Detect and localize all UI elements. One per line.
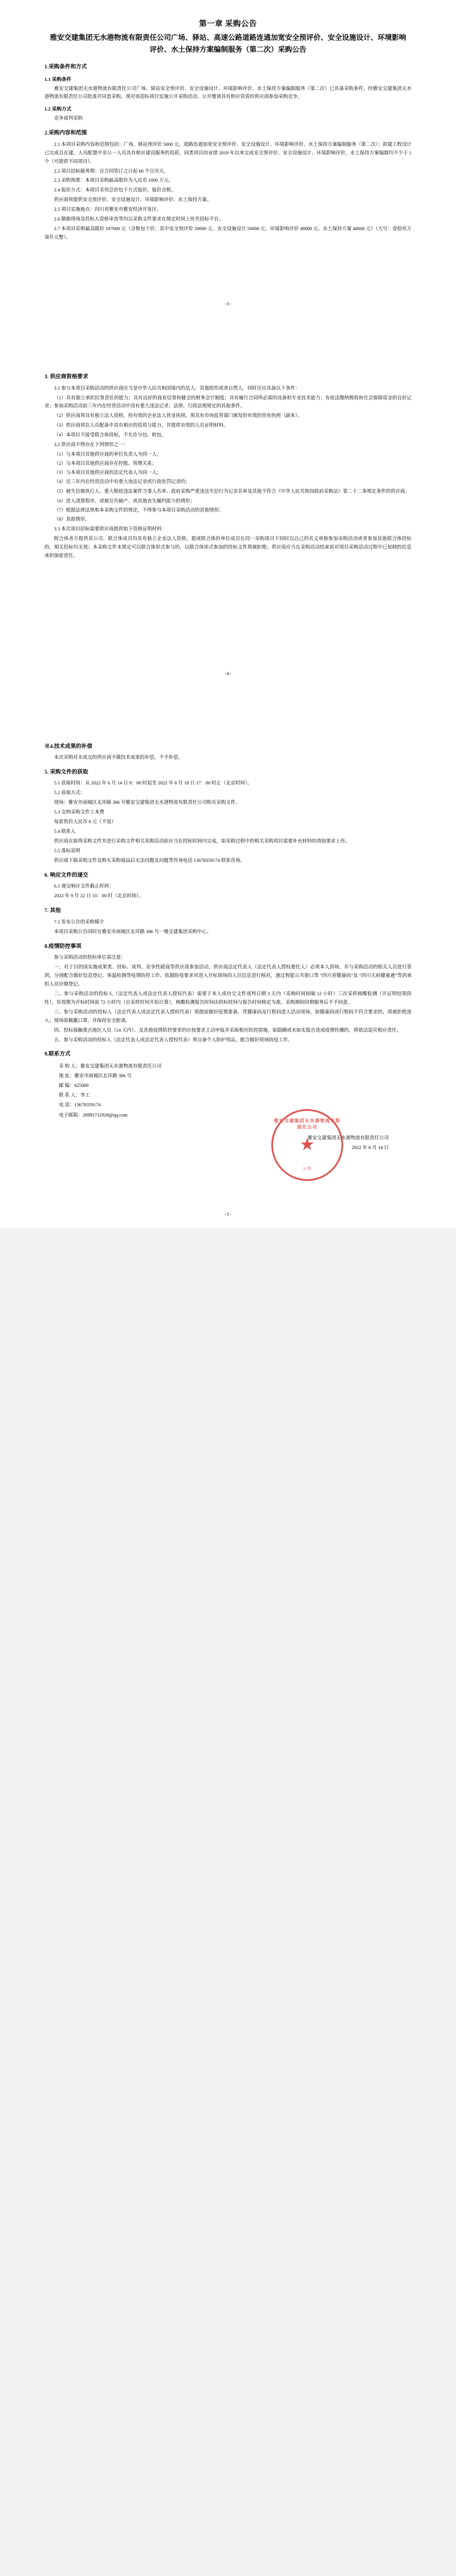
subsection-1-2-text: 竞争谈判采购	[54, 116, 83, 121]
page-number-1: -3-	[224, 301, 232, 307]
contact-email-value: 20991712928@qq.com	[83, 1112, 128, 1118]
para-8-1-5: 五、参与采购活动的投标人（法定代表人或法定代表人授权代表）须自备个人防护用品，配合做好现场防疫工作。	[54, 1037, 293, 1042]
seal-star-icon: ★	[299, 1135, 315, 1155]
contact-email	[59, 1111, 412, 1119]
para-5-2-1: 现场：雅安市雨城区北环路 306 号雅安交建集团无水港物流有限责任公司购买采购文件。	[54, 800, 241, 805]
section-heading-3: 3. 供应商资格要求	[44, 374, 88, 381]
para-3-2: 3.2 供应商不得存在下列情形之一：	[54, 442, 128, 448]
section-heading-7: 7. 其他	[44, 907, 61, 914]
para-2-7: 2.7 本项目采购最高限价 197000 元（含税包干价，其中安全预评价 50000 元、安全设施设计 50000 元、环境影响评价 49000 元、水土保持方案 48000 元）（大写：壹拾玖万柒仟元整）。	[44, 226, 412, 240]
signature-block	[44, 1134, 412, 1155]
para-3-2-7: （7）根据法律法规和本采购文件的规定，不得参与本项目采购活动的其他情形；	[54, 507, 224, 513]
section-heading-8: 8.疫情防控事项	[44, 943, 82, 950]
para-2-4: 2.4 报价方式：本项目采用总价包干方式报价，报价含税。	[54, 187, 176, 193]
contact-address	[59, 1072, 412, 1080]
para-2-note: 供应商须提供安全预评价、安全设施设计、环境影响评价、水土保持方案。	[54, 197, 212, 203]
contact-buyer	[59, 1062, 412, 1070]
para-5-2: 5.2 获取方式：	[54, 790, 85, 796]
contact-zip-label: 邮 编：	[59, 1083, 75, 1089]
contact-buyer-value: 雅安交建集团无水港物流有限责任公司	[80, 1063, 162, 1069]
signature-company: 雅安交建集团无水港物流有限责任公司	[307, 1135, 389, 1140]
para-5-tail: 供应商在取得采购文件并进行采购文件相关采购活动前应当在投标时间内完成，如采购过程中的相关采购项目需要补充材料的请按要求上传。	[54, 839, 351, 844]
section-heading-6: 6. 响应文件的递交	[44, 872, 88, 878]
para-3-note: 附合体各方提供其公司、联合体成员均具有独立企业法人资格，提或联合体的单位成员在同一采购项目下同时以自己的名义单独参加采购活动或者参加其他联合体投标的，相关投标均无效；本采购文件未规定可以联合体形式参与的，以联合体形式参加的投标文件将被拒绝；供应商应当在采购活动结束前对项目采购活动过程中已知晓的信息承担保密责任。	[44, 535, 412, 558]
para-8-1-2: 二、参与采购活动的投标人（法定代表人或法定代表人授权代表）需要于本人成功交文件谈判日期 3 天内（采购时间间隔 12 小时）三次采样核酸检测（开证明结果阴性），有效期为开标时间前 72 小时内（自采样时间开始计算），核酸检测报告时间由投标时间与报告时间核定为准，采购期间同期服务后不予同意。	[44, 991, 412, 1005]
document-page-stack	[0, 0, 456, 1228]
document-page-3	[0, 707, 456, 1229]
section-heading-1: 1.采购条件和方式	[44, 64, 87, 71]
page-number-2: -4-	[224, 670, 232, 676]
para-5-tail-2: 供应商下载采购文件及购买采购商品后无法问题及问题等咨询电话 13678359174 联系咨询。	[54, 858, 245, 864]
contact-zip-value: 625000	[74, 1083, 89, 1089]
para-6-1: 6.1 递交响应文件截止时间：	[54, 884, 114, 889]
seal-bottom-text: 公章	[303, 1166, 312, 1171]
para-8-1-3: 三、参与采购活动的投标人（法定代表人或法定代表人授权代表）须提前做好疫情准备，凭健康码及行程码进入活动现场，如健康码或行程码不符合要求的，将被拒绝进入；现场需佩戴口罩，并保持安全距离。	[44, 1009, 412, 1023]
contact-person-value: 李工	[80, 1093, 90, 1098]
para-3-2-3: （3）与本项目其他供应商的法定代表人为同一人；	[54, 470, 162, 476]
section-heading-5: 5. 采购文件的获取	[44, 769, 88, 775]
para-3-2-6: （6）进入清算程序、或被宣告破产、或其他丧失履约能力的情形；	[54, 498, 195, 504]
contact-phone	[59, 1101, 412, 1109]
contact-zip	[59, 1081, 412, 1090]
para-8-1: 参与采购活动的投标单位需注意：	[54, 954, 126, 960]
para-2-1: 2.1 本项目采购内容和范围包括：广场、驿站预评价 5000 元，道路连通加宽安全预评价、安全设施设计、环境影响评价、水土保持方案编制服务（第二次）；拟建工程设计已完成且在建，人员配置中非公一人员具有相应建设服务的资质，同类项目的业绩 2019 年以来完成安全预评价、安全设施设计、环境影响评价、水土保持方案编制均不少于 1 个（可提供不同项目）。	[44, 141, 412, 164]
document-title: 雅安交建集团无水港物流有限责任公司广场、驿站、高速公路道路连通加宽安全预评价、安全设施设计、环境影响评价、水土保持方案编制服务（第二次）采购公告	[50, 34, 406, 54]
document-page-2	[0, 337, 456, 688]
company-seal-stamp	[271, 1109, 343, 1181]
para-7-2: 本项目采购公告同时在雅安市雨城区北环路 306 号一楼交建集团采购中心。	[54, 929, 212, 934]
para-3-2-1: （1）与本项目其他供应商的单位负责人为同一人；	[54, 452, 162, 457]
contact-block	[44, 1062, 412, 1119]
para-5-3: 5.3 交纳采购文件工本费	[54, 809, 104, 815]
contact-phone-value: 13678359174	[74, 1102, 101, 1108]
subsection-1-1-text: 雅安交建集团无水港物流有限责任公司广场、驿站安全预评价、安全设施设计、环境影响评价、水土保持方案编制服务（第二次）已具备采购条件，经雅安交建集团无水港物流有限责任公司批准并同意采购，现对该招标项目实施公开采购活动，公开邀请具有相应资质的供应商参加采购竞争。	[44, 85, 412, 100]
para-3-1-4: （4）本项目不接受联合体投标，不允许分包、转包。	[54, 432, 166, 438]
contact-email-label: 电子邮箱：	[59, 1112, 83, 1118]
para-3-2-8: （8）其他情形。	[54, 516, 90, 522]
para-3-3: 3.3 本次项目招标需要供应商提供如下资格证明材料：	[54, 526, 166, 531]
para-4-1: 本次采购对未成交的供应商不做技术成果的补偿，不予补偿。	[54, 755, 183, 760]
para-3-2-2: （2）与本项目其他供应商存在控股、管理关系；	[54, 461, 157, 467]
subsection-1-1-heading: 1.1 采购条件	[44, 76, 72, 82]
para-3-2-5: （5）被失信被执行人、重大税收违法案件当事人名单、政府采购严重违法失信行为记录名单及其他不符合《中华人民共和国政府采购法》第二十二条规定条件的供应商；	[54, 489, 410, 494]
chapter-title: 第一章 采购公告	[199, 19, 257, 28]
para-2-6: 2.6 踏勘现场及投标人资格审查等均以采购文件要求在规定时间上传至招标平台。	[54, 216, 224, 222]
section-heading-4: ※4.技术成果的补偿	[44, 743, 92, 750]
contact-person-label: 联 系 人：	[59, 1093, 80, 1098]
contact-address-value: 雅安市雨城区北环路 306 号	[74, 1073, 132, 1078]
seal-top-text: 雅安交建集团无水港物流有限责任公司	[274, 1118, 341, 1130]
section-heading-9: 9.联系方式	[44, 1051, 71, 1058]
para-5-5: 5.5 落标说明	[54, 848, 80, 854]
contact-address-label: 地 址：	[59, 1073, 75, 1078]
para-3-1-3: （3）供应商须在人员配备中具有相应的资质与能力，并提供有效的人员证明材料。	[54, 423, 229, 428]
para-5-3-1: 每套售价人民币 0 元（不退）	[54, 819, 116, 825]
contact-person	[59, 1091, 412, 1099]
signature-date: 2022 年 6 月 14 日	[352, 1144, 389, 1150]
para-3-2-4: （4）近三年内在经营活动中有重大违法记录或行政处罚记录的；	[54, 479, 190, 485]
page-gap-2	[0, 688, 456, 707]
subsection-1-2-heading: 1.2 采购方式	[44, 106, 72, 112]
section-heading-2: 2.采购内容和范围	[44, 130, 87, 137]
para-3-1-2: （2）供应商须具有独立法人资格，持有效的企业法人营业执照，须具有市场监管部门颁发的有效的营业执照（副本）。	[54, 413, 303, 419]
contact-phone-label: 电 话：	[59, 1102, 75, 1108]
page-number-3: -5-	[224, 1212, 232, 1217]
para-5-4: 5.4 联系人	[54, 829, 76, 835]
para-2-5: 2.5 项目实施地点：四川省雅安市雅安经济开发区。	[54, 207, 162, 212]
para-8-1-4: 四、投标接触重点地区人员（14 天内）、及其他疫情防控要求的应按要求主动申报并采取相应防控措施，如隐瞒或未如实报告造成疫情传播的，将依法追究相应责任。	[54, 1027, 402, 1033]
para-8-1-1: 一、对于目的国实施成果类、投标、谈判、竞争性磋商等供应商参加活动，供应商法定代表人（法定代表人授权委托人）必须本人到场，并与采购活动的相关人员进行签到，分别配合做好信息登记、体温检测等疫情防控工作。依据防疫要求对进入开标现场的人员信息进行核对，通过智能公共窗口等 “四川省健康码”及 “四川天府健康通”等到承担人员应做登记。	[44, 964, 412, 987]
contact-buyer-label: 采 购 人：	[59, 1063, 80, 1069]
document-page-1	[0, 0, 456, 318]
para-3-1-1: （1）具有独立承担民事责任的能力；具有良好的商业信誉和健全的财务会计制度；具有履行合同所必需的设备和专业技术能力；有依法缴纳税收和社会保障资金的良好记录；参加采购活动前三年内在经营活动中没有重大违法记录；法律、行政法规规定的其他条件。	[44, 395, 412, 409]
para-7-1: 7.1 发布公告的采购媒介	[54, 919, 104, 925]
page-gap-1	[0, 318, 456, 337]
para-3-1: 3.1 参与本项目采购活动的供应商应当是中华人民共和国境内的法人、其他组织或者自然人，同时还应具备以下条件：	[54, 385, 300, 391]
para-6-2: 2022 年 9 月 22 日 10：00 时（北京时间）。	[54, 893, 144, 899]
para-2-3: 2.3 采购预算：本项目采购最高限价为人民币 1000 万元。	[54, 178, 174, 183]
para-2-2: 2.2 项目招标服务期：自合同签订之日起 60 个日历天。	[54, 168, 169, 174]
para-5-1: 5.1 获取时间：从 2022 年 6 月 14 日 9：00 时起至 2022 年 6 月 18 日 17：00 时止（北京时间）。	[54, 780, 253, 786]
